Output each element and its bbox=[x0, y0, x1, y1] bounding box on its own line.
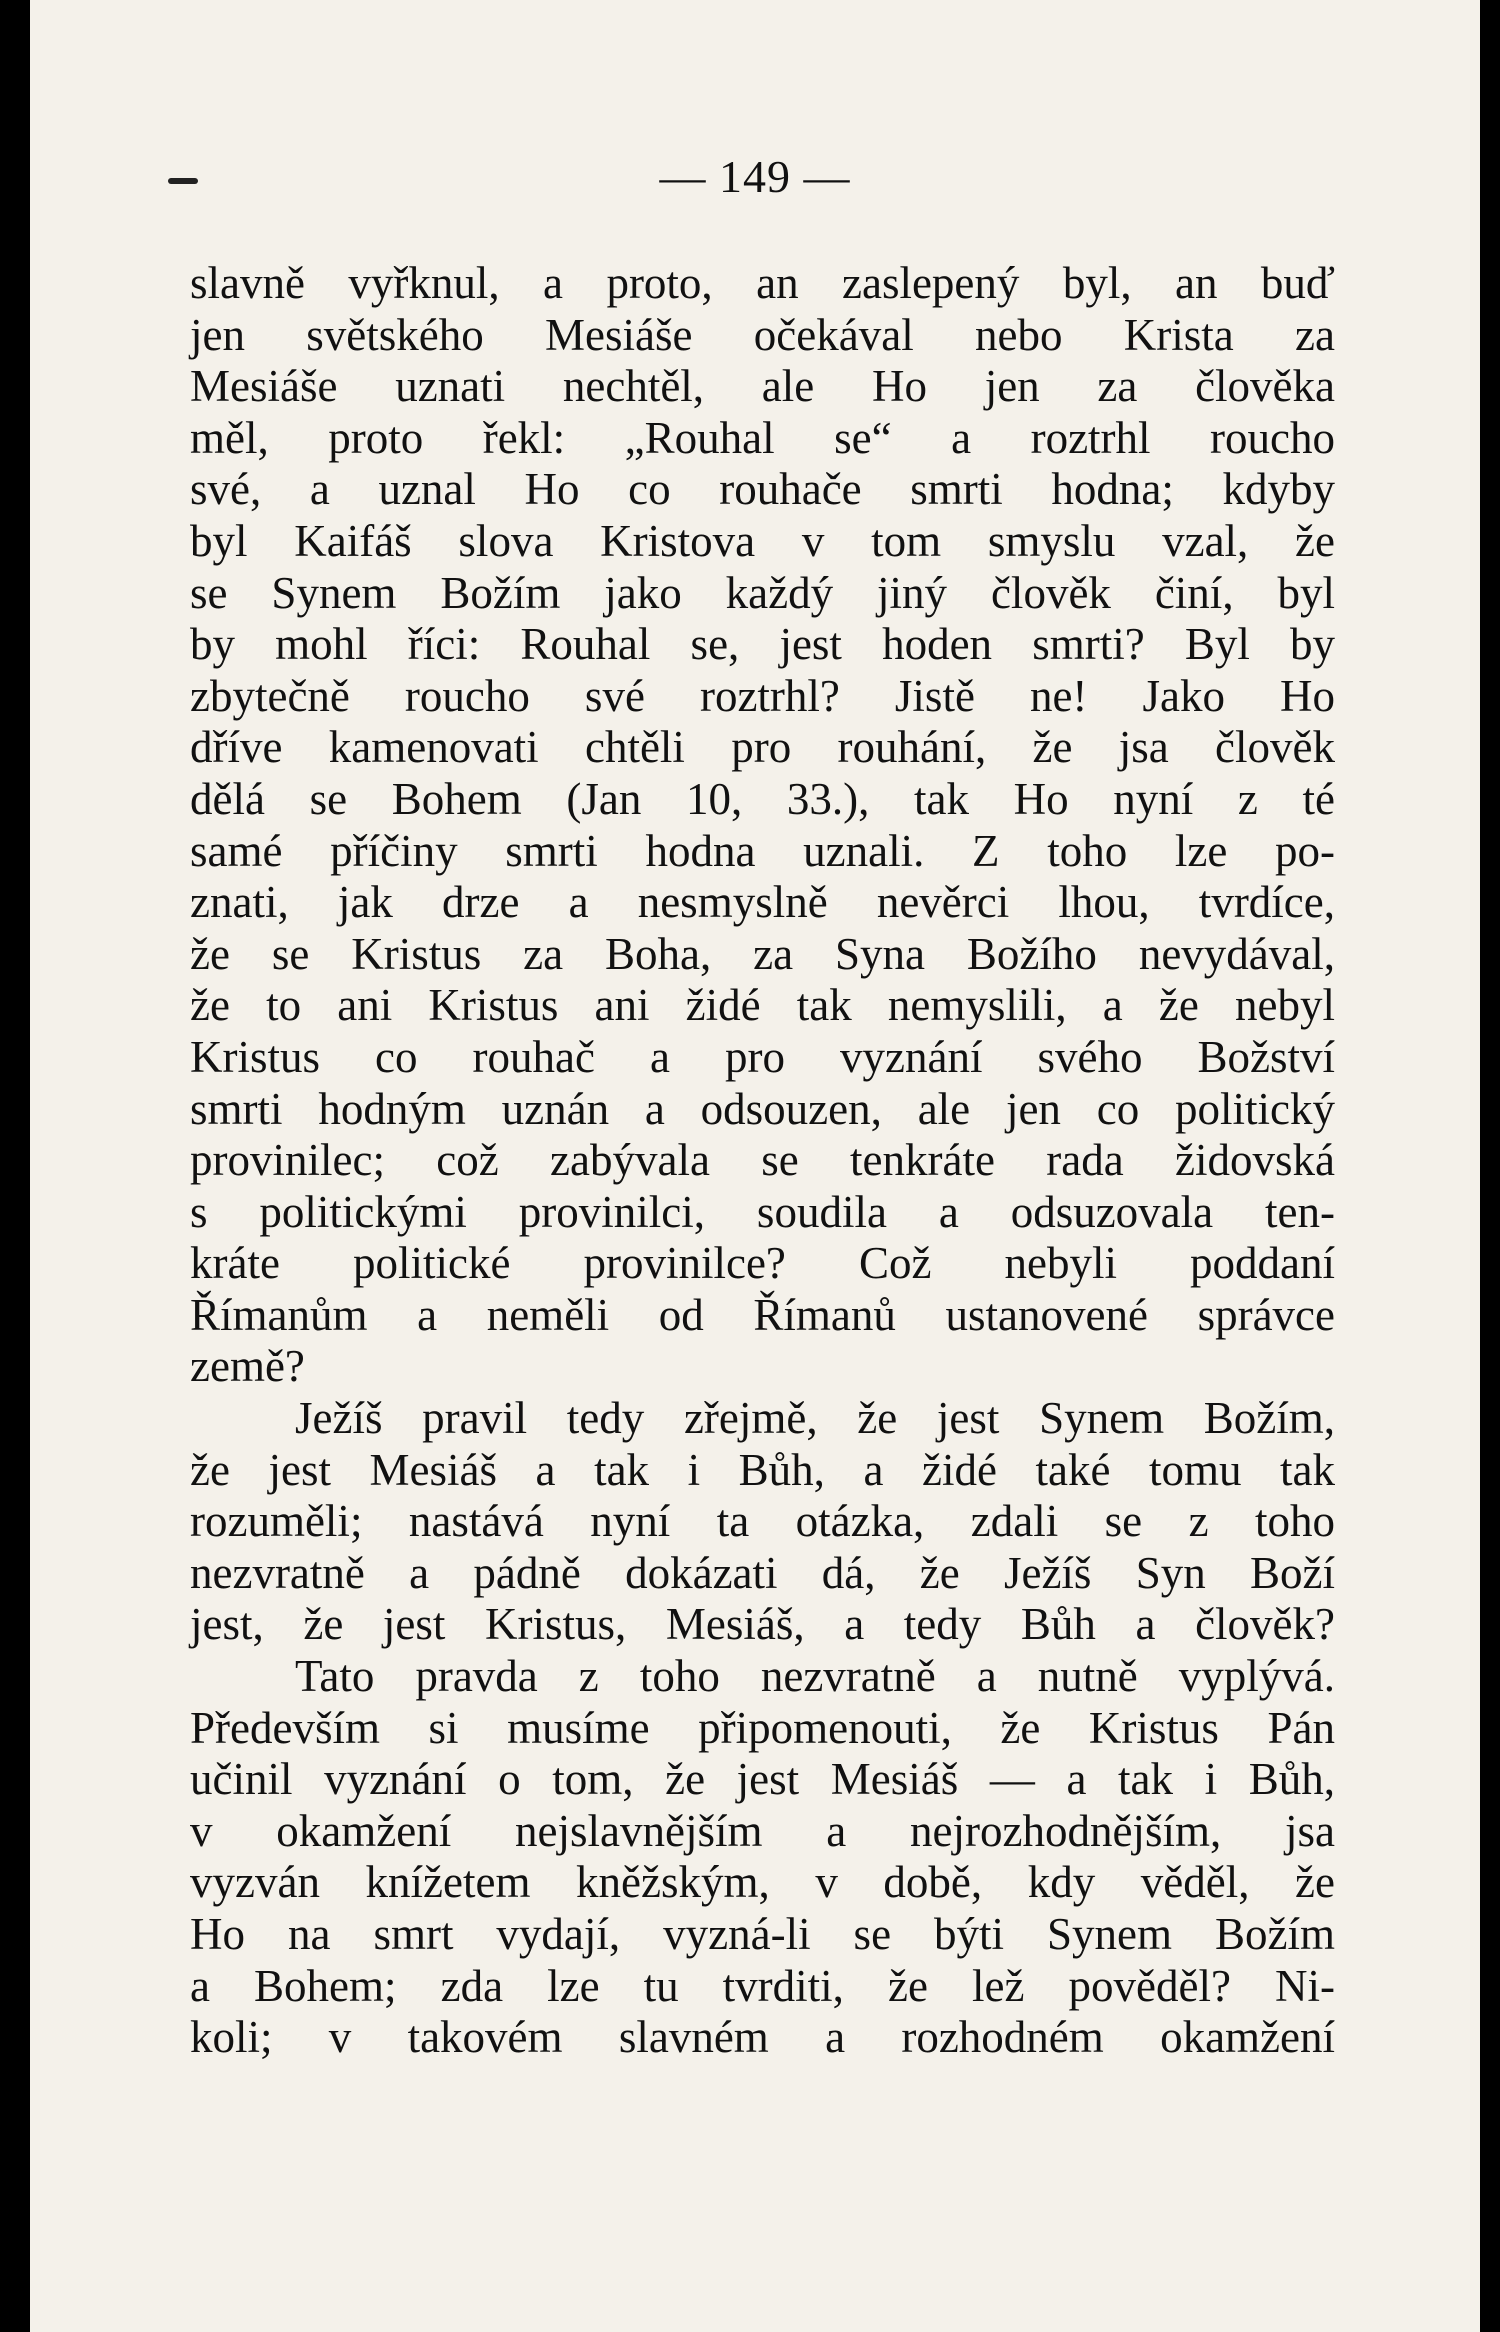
text-line: smrti hodným uznán a odsouzen, ale jen co politický bbox=[190, 1083, 1335, 1134]
text-line: samé příčiny smrti hodna uznali. Z toho lze po- bbox=[190, 825, 1335, 876]
text-line: s politickými provinilci, soudila a odsuzovala ten- bbox=[190, 1186, 1335, 1237]
text-line: vyzván knížetem kněžským, v době, kdy věděl, že bbox=[190, 1857, 1335, 1908]
page-edge-border bbox=[12, 0, 22, 2332]
text-line: učinil vyznání o tom, že jest Mesiáš — a tak i Bůh, bbox=[190, 1754, 1335, 1805]
text-line: dříve kamenovati chtěli pro rouhání, že jsa člověk bbox=[190, 722, 1335, 773]
text-line: země? bbox=[190, 1341, 305, 1392]
text-line: by mohl říci: Rouhal se, jest hoden smrti? Byl by bbox=[190, 619, 1335, 670]
text-line: Především si musíme připomenouti, že Kristus Pán bbox=[190, 1702, 1335, 1753]
text-line: znati, jak drze a nesmyslně nevěrci lhou, tvrdíce, bbox=[190, 877, 1335, 928]
text-line: Tato pravda z toho nezvratně a nutně vyplývá. bbox=[295, 1651, 1335, 1702]
text-line: se Synem Božím jako každý jiný člověk činí, byl bbox=[190, 567, 1335, 618]
text-line: Ježíš pravil tedy zřejmě, že jest Synem Božím, bbox=[295, 1393, 1335, 1444]
text-line: jen světského Mesiáše očekával nebo Krista za bbox=[190, 309, 1335, 360]
text-line: provinilec; což zabývala se tenkráte rada židovská bbox=[190, 1135, 1335, 1186]
text-line: a Bohem; zda lze tu tvrditi, že lež pověděl? Ni- bbox=[190, 1960, 1335, 2011]
text-line: Ho na smrt vydají, vyzná-li se býti Synem Božím bbox=[190, 1909, 1335, 1959]
text-line: v okamžení nejslavnějším a nejrozhodnějším, jsa bbox=[190, 1805, 1335, 1856]
text-line: že jest Mesiáš a tak i Bůh, a židé také tomu tak bbox=[190, 1444, 1335, 1495]
text-line: kráte politické provinilce? Což nebyli poddaní bbox=[190, 1238, 1335, 1289]
text-line: nezvratně a pádně dokázati dá, že Ježíš Syn Boží bbox=[190, 1547, 1335, 1598]
text-line: jest, že jest Kristus, Mesiáš, a tedy Bůh a člověk? bbox=[190, 1599, 1335, 1650]
text-line: slavně vyřknul, a proto, an zaslepený byl, an buď bbox=[190, 258, 1335, 308]
text-line: zbytečně roucho své roztrhl? Jistě ne! Jako Ho bbox=[190, 670, 1335, 721]
page-number: — 149 — bbox=[659, 151, 851, 202]
text-line: své, a uznal Ho co rouhače smrti hodna; kdyby bbox=[190, 464, 1335, 515]
text-line: Mesiáše uznati nechtěl, ale Ho jen za člověka bbox=[190, 361, 1335, 412]
text-line: Římanům a neměli od Římanů ustanovené správce bbox=[190, 1289, 1335, 1340]
text-line: dělá se Bohem (Jan 10, 33.), tak Ho nyní z té bbox=[190, 773, 1335, 824]
text-line: měl, proto řekl: „Rouhal se“ a roztrhl roucho bbox=[190, 412, 1335, 463]
text-line: koli; v takovém slavném a rozhodném okamžení bbox=[190, 2012, 1335, 2063]
book-page bbox=[30, 0, 1480, 2332]
body-text bbox=[190, 258, 1335, 2064]
text-line: Kristus co rouhač a pro vyznání svého Božství bbox=[190, 1031, 1335, 1082]
text-line: že se Kristus za Boha, za Syna Božího nevydával, bbox=[190, 928, 1335, 979]
text-line: že to ani Kristus ani židé tak nemyslili, a že nebyl bbox=[190, 980, 1335, 1031]
text-line: rozuměli; nastává nyní ta otázka, zdali se z toho bbox=[190, 1496, 1335, 1547]
text-line: byl Kaifáš slova Kristova v tom smyslu vzal, že bbox=[190, 515, 1335, 566]
